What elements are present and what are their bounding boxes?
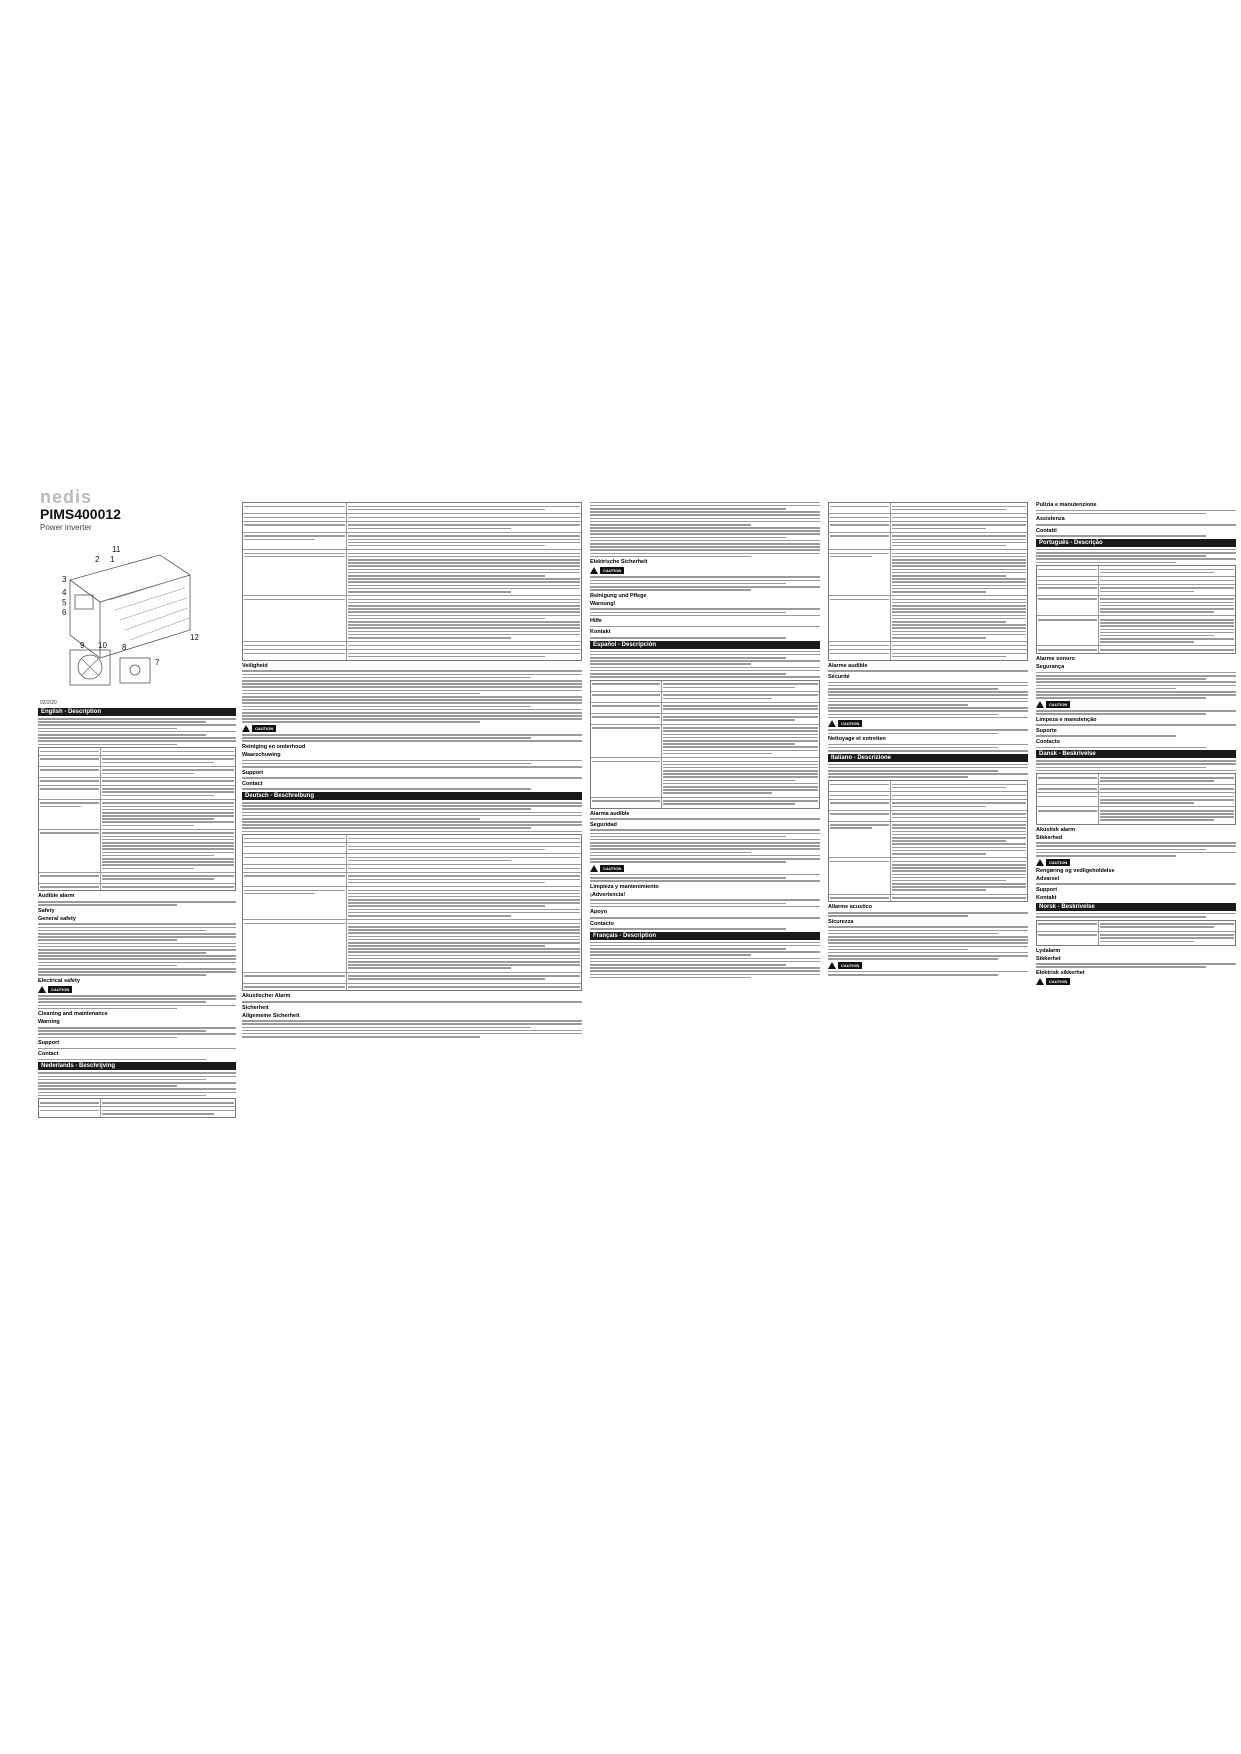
heading-apoyo: Apoyo	[590, 909, 608, 916]
heading-securite: Sécurité	[828, 674, 850, 681]
section-english: English - Description	[38, 708, 236, 716]
column-4	[828, 500, 1028, 977]
heading-alarme: Alarme audible	[828, 662, 868, 669]
heading-rengoring: Rengøring og vedligeholdelse	[1036, 867, 1115, 874]
heading-contatti: Contatti	[1036, 527, 1057, 534]
product-name: Power inverter	[40, 523, 92, 532]
callout-7: 7	[155, 658, 160, 667]
heading-contacto: Contacto	[590, 920, 614, 927]
product-illustration	[40, 540, 200, 695]
heading-lydalarm: Lydalarm	[1036, 947, 1061, 954]
heading-safety: Safety	[38, 907, 55, 914]
warning-icon	[828, 962, 836, 969]
document-number: 02/2/20	[40, 700, 57, 706]
warning-icon	[828, 720, 836, 727]
column-2	[242, 500, 582, 1039]
heading-warning: Warning	[38, 1019, 60, 1026]
column-3	[590, 500, 820, 980]
spec-table-de	[242, 834, 582, 991]
heading-electrical-safety: Electrical safety	[38, 978, 80, 984]
heading-cleaning: Cleaning and maintenance	[38, 1011, 108, 1018]
heading-akustischer-alarm: Akustischer Alarm	[242, 993, 291, 1000]
spec-table-nl	[38, 1098, 236, 1118]
spec-table-nl-cont	[242, 502, 582, 661]
column-5	[1036, 500, 1236, 987]
heading-elektrische-sicherheit: Elektrische Sicherheit	[590, 559, 648, 566]
section-deutsch: Deutsch - Beschreibung	[242, 792, 582, 800]
callout-11: 11	[112, 545, 121, 554]
caution-label-fr: CAUTION	[828, 720, 1028, 727]
callout-10: 10	[98, 641, 107, 650]
heading-veiligheid: Veiligheid	[242, 662, 268, 669]
section-portugues: Português - Descrição	[1036, 539, 1236, 547]
callout-8: 8	[122, 643, 127, 652]
heading-advertencia: ¡Advertencia!	[590, 891, 626, 898]
callout-4: 4	[62, 588, 67, 597]
caution-label: CAUTION	[38, 986, 236, 993]
callout-1: 1	[110, 555, 115, 564]
section-nederlands: Nederlands - Beschrijving	[38, 1062, 236, 1070]
heading-support-da: Support	[1036, 886, 1058, 893]
caution-label-no: CAUTION	[1036, 978, 1236, 985]
section-italiano: Italiano - Descrizione	[828, 754, 1028, 762]
section-dansk: Dansk - Beskrivelse	[1036, 750, 1236, 758]
heading-waarschuwing: Waarschuwing	[242, 752, 281, 759]
heading-seguridad: Seguridad	[590, 821, 617, 828]
caution-label-es: CAUTION	[590, 865, 820, 872]
warning-icon	[590, 567, 598, 574]
heading-warnung: Warnung!	[590, 600, 616, 607]
heading-alarme-pt: Alarme sonoro	[1036, 656, 1075, 663]
spec-table-it	[828, 780, 1028, 902]
warning-icon	[1036, 978, 1044, 985]
heading-suporte: Suporte	[1036, 727, 1057, 734]
heading-contact: Contact	[38, 1051, 59, 1058]
spec-table-fr	[828, 502, 1028, 661]
callout-3: 3	[62, 575, 67, 584]
caution-label-nl: CAUTION	[242, 725, 582, 732]
caution-label-de: CAUTION	[590, 567, 820, 574]
model-number: PIMS400012	[40, 506, 121, 522]
spec-table-es	[590, 680, 820, 809]
warning-icon	[38, 986, 46, 993]
caution-label-pt: CAUTION	[1036, 701, 1236, 708]
section-francais: Français - Description	[590, 932, 820, 940]
spec-table-en	[38, 747, 236, 891]
section-espanol: Español - Descripción	[590, 641, 820, 649]
heading-pulizia: Pulizia e manutenzione	[1036, 502, 1097, 508]
heading-nettoyage: Nettoyage et entretien	[828, 736, 886, 743]
heading-kontakt-da: Kontakt	[1036, 894, 1057, 901]
warning-icon	[1036, 701, 1044, 708]
heading-sikkerhed: Sikkerhed	[1036, 834, 1063, 841]
spec-table-da	[1036, 773, 1236, 824]
heading-allgemeine-sicherheit: Allgemeine Sicherheit	[242, 1012, 300, 1019]
heading-limpieza: Limpieza y mantenimiento	[590, 883, 659, 890]
heading-support: Support	[38, 1040, 60, 1047]
heading-reinigung: Reinigung und Pflege	[590, 592, 647, 599]
callout-9: 9	[80, 641, 85, 650]
warning-icon	[1036, 859, 1044, 866]
heading-kontakt: Kontakt	[590, 629, 611, 636]
caution-label-da: CAUTION	[1036, 859, 1236, 866]
heading-advarsel: Advarsel	[1036, 875, 1060, 882]
callout-12: 12	[190, 633, 199, 642]
heading-support-nl: Support	[242, 769, 264, 776]
heading-limpeza: Limpeza e manutenção	[1036, 716, 1097, 723]
warning-icon	[590, 865, 598, 872]
heading-seguranca: Segurança	[1036, 664, 1065, 671]
heading-hilfe: Hilfe	[590, 618, 602, 625]
section-norsk: Norsk - Beskrivelse	[1036, 903, 1236, 911]
heading-contact-nl: Contact	[242, 780, 263, 787]
spec-table-pt	[1036, 565, 1236, 654]
heading-elektrisk: Elektrisk sikkerhet	[1036, 970, 1085, 977]
caution-label-it: CAUTION	[828, 962, 1028, 969]
callout-5: 5	[62, 598, 67, 607]
heading-akustisk: Akustisk alarm	[1036, 826, 1076, 833]
heading-general-safety: General safety	[38, 915, 76, 922]
warning-icon	[242, 725, 250, 732]
heading-sicurezza: Sicurezza	[828, 918, 854, 925]
heading-contacto-pt: Contacto	[1036, 739, 1060, 746]
brand-logo: nedis	[40, 487, 93, 507]
callout-6: 6	[62, 608, 67, 617]
heading-sicherheit: Sicherheit	[242, 1004, 269, 1011]
callout-2: 2	[95, 555, 100, 564]
heading-reiniging: Reiniging en onderhoud	[242, 744, 306, 751]
spec-table-no	[1036, 920, 1236, 946]
heading-sikkerhet: Sikkerhet	[1036, 955, 1061, 962]
column-1	[38, 706, 236, 1120]
heading-audible-alarm: Audible alarm	[38, 893, 75, 900]
heading-assistenza: Assistenza	[1036, 516, 1065, 523]
heading-alarma: Alarma audible	[590, 810, 630, 817]
heading-allarme: Allarme acustico	[828, 904, 873, 911]
